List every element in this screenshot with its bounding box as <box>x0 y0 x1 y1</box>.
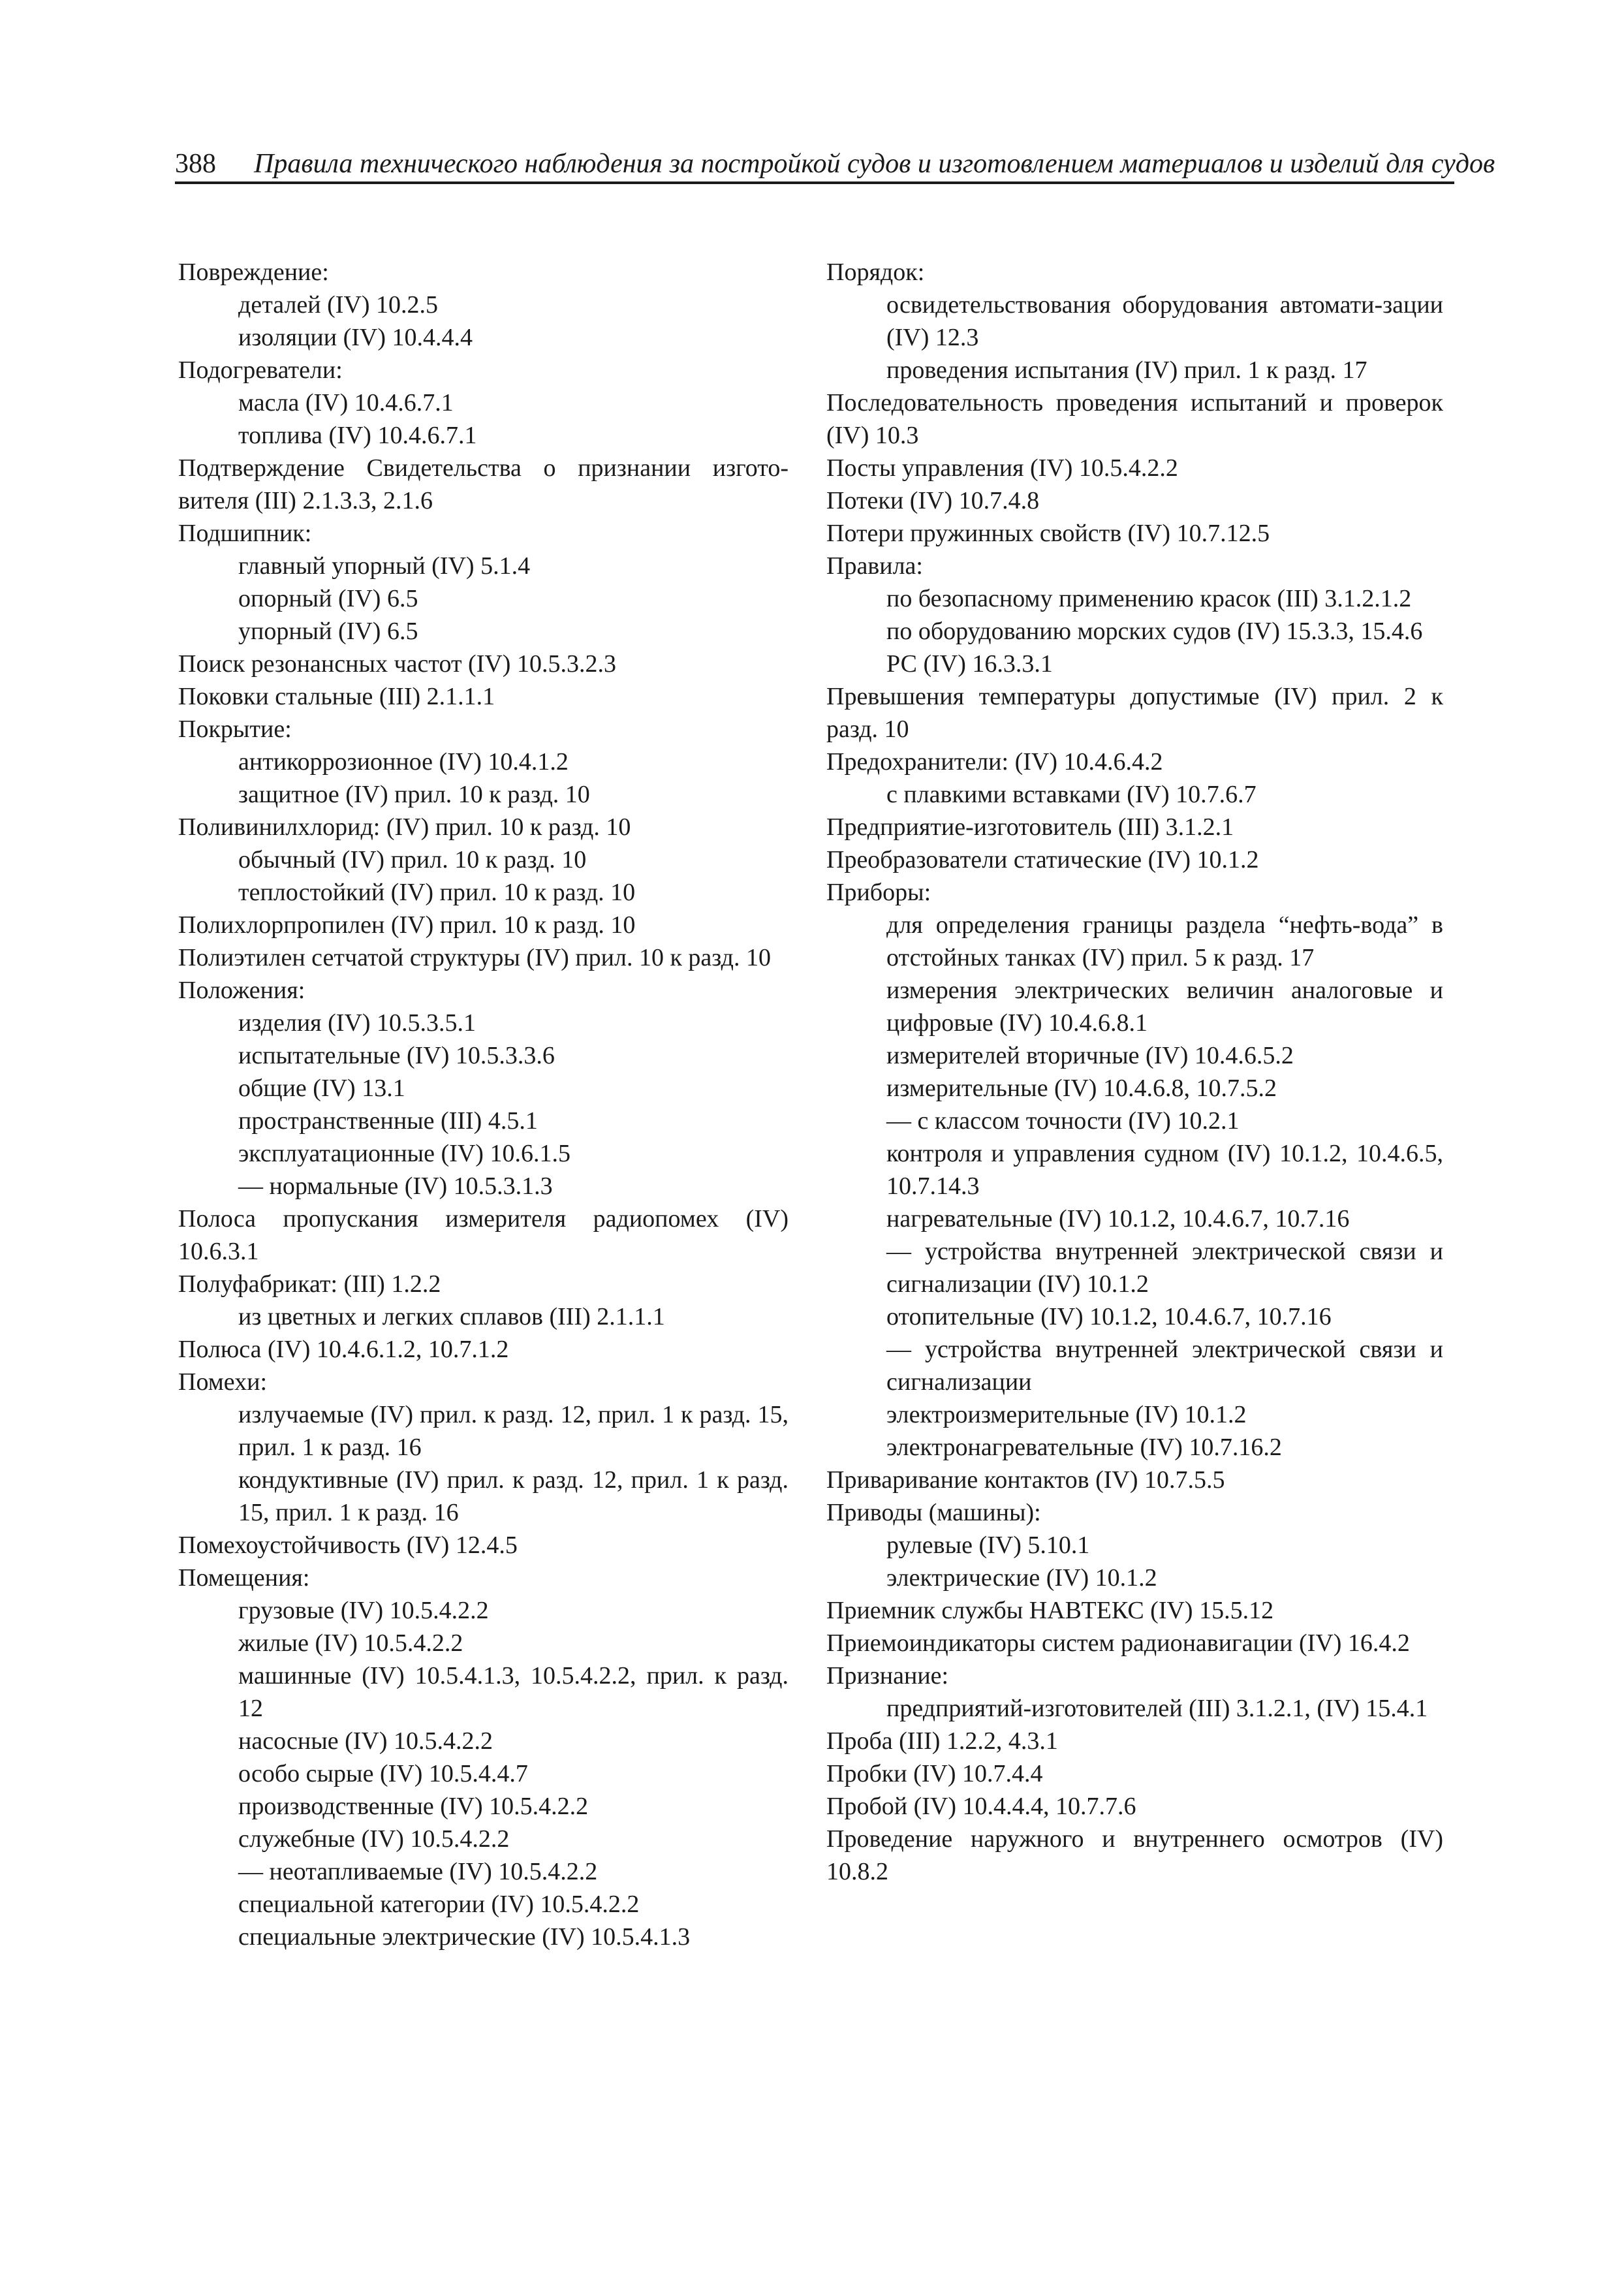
index-entry: Признание: <box>826 1662 949 1689</box>
index-column-right <box>826 256 1443 1888</box>
index-entry: Полоса пропускания измерителя радиопомех (IV) 10.6.3.1 <box>178 1205 789 1265</box>
index-entry: Приемник службы НАВТЕКС (IV) 15.5.12 <box>826 1597 1274 1624</box>
page-number: 388 <box>175 149 216 179</box>
index-entry: Поковки стальные (III) 2.1.1.1 <box>178 683 495 710</box>
index-subentry: изделия (IV) 10.5.3.5.1 <box>238 1009 476 1037</box>
index-subentry: защитное (IV) прил. 10 к разд. 10 <box>238 781 590 808</box>
index-subentry: общие (IV) 13.1 <box>238 1075 405 1102</box>
index-subentry: главный упорный (IV) 5.1.4 <box>238 552 531 580</box>
index-entry: Предохранители: (IV) 10.4.6.4.2 <box>826 748 1163 776</box>
index-subentry: — нормальные (IV) 10.5.3.1.3 <box>238 1172 553 1200</box>
index-subentry: пространственные (III) 4.5.1 <box>238 1107 538 1135</box>
index-entry: Полуфабрикат: (III) 1.2.2 <box>178 1270 441 1298</box>
index-entry: Повреждение: <box>178 259 329 286</box>
index-subentry: изоляции (IV) 10.4.4.4 <box>238 324 473 351</box>
index-entry: Проба (III) 1.2.2, 4.3.1 <box>826 1727 1058 1755</box>
index-subentry: измерения электрических величин аналоговые и цифровые (IV) 10.4.6.8.1 <box>886 977 1443 1037</box>
index-subentry: отопительные (IV) 10.1.2, 10.4.6.7, 10.7.16 <box>886 1303 1332 1330</box>
index-entry: Пробой (IV) 10.4.4.4, 10.7.7.6 <box>826 1793 1136 1820</box>
index-subentry: по оборудованию морских судов (IV) 15.3.3, 15.4.6 <box>886 618 1423 645</box>
index-subentry: РС (IV) 16.3.3.1 <box>886 650 1053 678</box>
index-subentry: излучаемые (IV) прил. к разд. 12, прил. 1 к разд. 15, прил. 1 к разд. 16 <box>238 1401 789 1461</box>
index-subentry: — неотапливаемые (IV) 10.5.4.2.2 <box>238 1858 598 1885</box>
index-subentry: проведения испытания (IV) прил. 1 к разд. 17 <box>886 356 1367 384</box>
index-subentry: для определения границы раздела “нефть-вода” в отстойных танках (IV) прил. 5 к разд. 17 <box>886 911 1443 971</box>
index-entry: Полиэтилен сетчатой структуры (IV) прил. 10 к разд. 10 <box>178 944 771 971</box>
index-entry: Помехи: <box>178 1368 268 1396</box>
index-entry: Полихлорпропилен (IV) прил. 10 к разд. 10 <box>178 911 636 939</box>
index-entry: Предприятие-изготовитель (III) 3.1.2.1 <box>826 813 1234 841</box>
index-entry: Положения: <box>178 977 305 1004</box>
index-entry: Потери пружинных свойств (IV) 10.7.12.5 <box>826 520 1270 547</box>
index-subentry: особо сырые (IV) 10.5.4.4.7 <box>238 1760 528 1787</box>
index-entry: Подогреватели: <box>178 356 343 384</box>
index-entry: Посты управления (IV) 10.5.4.2.2 <box>826 454 1178 482</box>
index-entry: Поливинилхлорид: (IV) прил. 10 к разд. 10 <box>178 813 631 841</box>
index-subentry: антикоррозионное (IV) 10.4.1.2 <box>238 748 569 776</box>
index-subentry: служебные (IV) 10.5.4.2.2 <box>238 1825 510 1853</box>
index-entry: Превышения температуры допустимые (IV) прил. 2 к разд. 10 <box>826 683 1443 743</box>
running-header <box>175 145 1495 184</box>
index-entry: Правила: <box>826 552 923 580</box>
index-subentry: обычный (IV) прил. 10 к разд. 10 <box>238 846 587 873</box>
index-subentry: теплостойкий (IV) прил. 10 к разд. 10 <box>238 879 636 906</box>
index-entry: Покрытие: <box>178 715 292 743</box>
index-subentry: электронагревательные (IV) 10.7.16.2 <box>886 1434 1282 1461</box>
index-subentry: рулевые (IV) 5.10.1 <box>886 1532 1090 1559</box>
index-subentry: жилые (IV) 10.5.4.2.2 <box>238 1629 463 1657</box>
header-title: Правила технического наблюдения за постройкой судов и изготовлением материалов и изделий для судов <box>254 149 1495 179</box>
index-entry: Потеки (IV) 10.7.4.8 <box>826 487 1040 514</box>
index-subentry: специальной категории (IV) 10.5.4.2.2 <box>238 1891 640 1918</box>
index-subentry: топлива (IV) 10.4.6.7.1 <box>238 422 477 449</box>
index-subentry: из цветных и легких сплавов (III) 2.1.1.1 <box>238 1303 665 1330</box>
index-entry: Поиск резонансных частот (IV) 10.5.3.2.3 <box>178 650 616 678</box>
index-entry: Помехоустойчивость (IV) 12.4.5 <box>178 1532 518 1559</box>
index-subentry: эксплуатационные (IV) 10.6.1.5 <box>238 1140 570 1167</box>
index-subentry: контроля и управления судном (IV) 10.1.2, 10.4.6.5, 10.7.14.3 <box>886 1140 1443 1200</box>
index-subentry: масла (IV) 10.4.6.7.1 <box>238 389 454 416</box>
index-entry: Приваривание контактов (IV) 10.7.5.5 <box>826 1466 1225 1494</box>
index-subentry: кондуктивные (IV) прил. к разд. 12, прил. 1 к разд. 15, прил. 1 к разд. 16 <box>238 1466 789 1526</box>
index-subentry: деталей (IV) 10.2.5 <box>238 291 439 319</box>
index-subentry: испытательные (IV) 10.5.3.3.6 <box>238 1042 555 1069</box>
index-entry: Помещения: <box>178 1564 310 1592</box>
index-subentry: опорный (IV) 6.5 <box>238 585 418 612</box>
index-column-left <box>178 256 789 1953</box>
index-subentry: насосные (IV) 10.5.4.2.2 <box>238 1727 493 1755</box>
index-subentry: электрические (IV) 10.1.2 <box>886 1564 1157 1592</box>
index-subentry: грузовые (IV) 10.5.4.2.2 <box>238 1597 489 1624</box>
index-entry: Приводы (машины): <box>826 1499 1041 1526</box>
index-entry: Приборы: <box>826 879 931 906</box>
index-subentry: производственные (IV) 10.5.4.2.2 <box>238 1793 589 1820</box>
index-subentry: предприятий-изготовителей (III) 3.1.2.1, (IV) 15.4.1 <box>886 1695 1428 1722</box>
index-subentry: измерителей вторичные (IV) 10.4.6.5.2 <box>886 1042 1294 1069</box>
index-entry: Последовательность проведения испытаний и проверок (IV) 10.3 <box>826 389 1443 449</box>
index-subentry: — с классом точности (IV) 10.2.1 <box>886 1107 1240 1135</box>
index-subentry: по безопасному применению красок (III) 3.1.2.1.2 <box>886 585 1412 612</box>
index-entry: Пробки (IV) 10.7.4.4 <box>826 1760 1043 1787</box>
index-entry: Проведение наружного и внутреннего осмотров (IV) 10.8.2 <box>826 1825 1443 1885</box>
index-entry: Подшипник: <box>178 520 312 547</box>
index-entry: Подтверждение Свидетельства о признании изгото-вителя (III) 2.1.3.3, 2.1.6 <box>178 454 789 514</box>
index-entry: Преобразователи статические (IV) 10.1.2 <box>826 846 1259 873</box>
index-subentry: измерительные (IV) 10.4.6.8, 10.7.5.2 <box>886 1075 1277 1102</box>
index-subentry: специальные электрические (IV) 10.5.4.1.3 <box>238 1923 691 1951</box>
index-subentry: освидетельствования оборудования автомати-зации (IV) 12.3 <box>886 291 1443 351</box>
index-entry: Приемоиндикаторы систем радионавигации (IV) 16.4.2 <box>826 1629 1410 1657</box>
index-subentry: — устройства внутренней электрической связи и сигнализации (IV) 10.1.2 <box>886 1238 1443 1298</box>
index-subentry: упорный (IV) 6.5 <box>238 618 418 645</box>
index-entry: Полюса (IV) 10.4.6.1.2, 10.7.1.2 <box>178 1336 509 1363</box>
index-subentry: с плавкими вставками (IV) 10.7.6.7 <box>886 781 1257 808</box>
index-subentry: нагревательные (IV) 10.1.2, 10.4.6.7, 10.7.16 <box>886 1205 1350 1233</box>
index-subentry: — устройства внутренней электрической связи и сигнализации <box>886 1336 1443 1396</box>
index-subentry: машинные (IV) 10.5.4.1.3, 10.5.4.2.2, прил. к разд. 12 <box>238 1662 789 1722</box>
index-subentry: электроизмерительные (IV) 10.1.2 <box>886 1401 1247 1428</box>
index-entry: Порядок: <box>826 259 925 286</box>
